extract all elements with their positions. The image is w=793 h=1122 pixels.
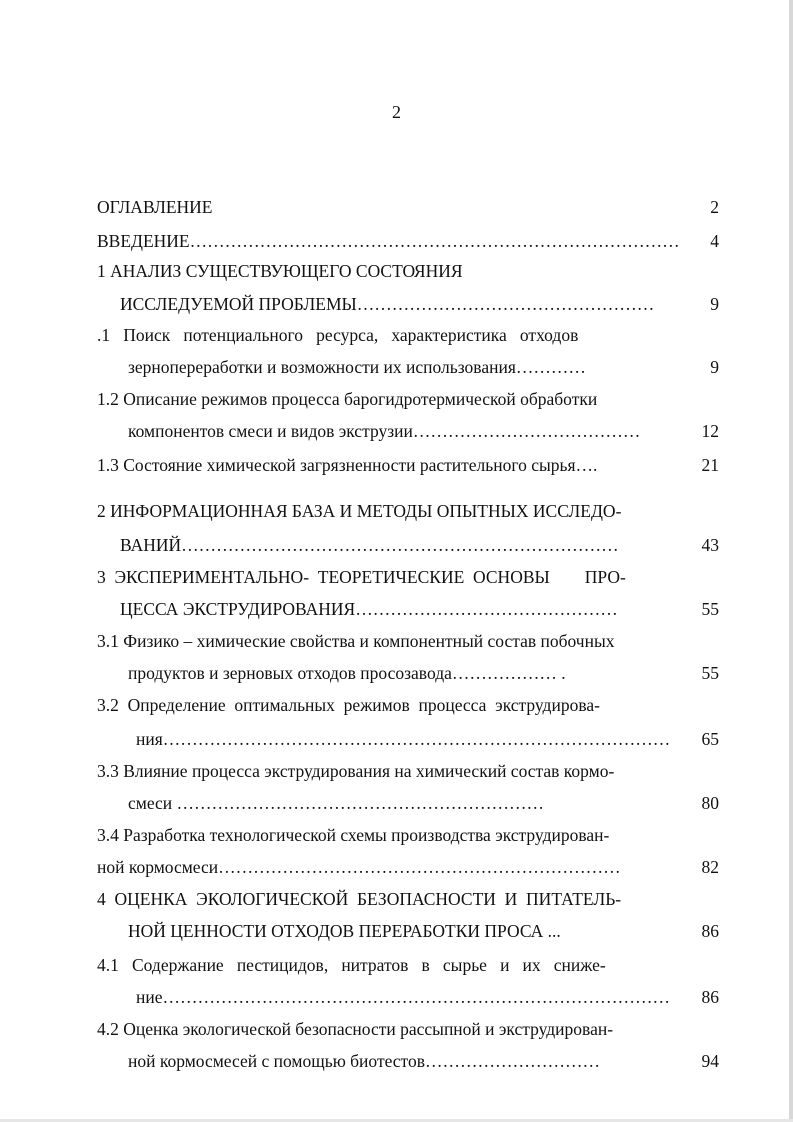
toc-page-chapter-3: 55 [701, 599, 719, 619]
toc-page-3-2: 65 [701, 729, 719, 749]
toc-entry-chapter-2-line2: ВАНИЙ………………………………………………………………… [120, 535, 619, 555]
toc-entry-4-2-line1: 4.2 Оценка экологической безопасности рассыпной и экструдирован- [97, 1019, 614, 1039]
toc-page-introduction: 4 [710, 231, 719, 251]
toc-page-3-1: 55 [701, 663, 719, 683]
toc-page-3-4: 82 [701, 857, 719, 877]
toc-page-4-1: 86 [701, 987, 719, 1007]
toc-entry-3-2-line2: ния…………………………………………………………………………… [136, 729, 671, 749]
toc-entry-3-1-line2: продуктов и зерновых отходов просозавода……………… . [128, 663, 566, 683]
toc-entry-1-1-line1: .1 Поиск потенциального ресурса, характеристика отходов [97, 325, 579, 345]
toc-entry-3-4-line1: 3.4 Разработка технологической схемы производства экструдирован- [97, 825, 610, 845]
toc-entry-chapter-1-line1: 1 АНАЛИЗ СУЩЕСТВУЮЩЕГО СОСТОЯНИЯ [97, 261, 463, 281]
toc-entry-3-3-line1: 3.3 Влияние процесса экструдирования на химический состав кормо- [97, 761, 615, 781]
toc-entry-1-1-line2: зернопереработки и возможности их использования………… [128, 357, 586, 377]
scan-edge-right [789, 0, 793, 1122]
toc-page-3-3: 80 [701, 793, 719, 813]
toc-page-1-3: 21 [701, 455, 719, 475]
toc-entry-3-3-line2: смеси ……………………………………………………… [128, 793, 545, 813]
toc-page-4-2: 94 [701, 1051, 719, 1071]
toc-entry-chapter-4-line2: НОЙ ЦЕННОСТИ ОТХОДОВ ПЕРЕРАБОТКИ ПРОСА ... [128, 921, 561, 941]
toc-entry-3-1-line1: 3.1 Физико – химические свойства и компонентный состав побочных [97, 631, 615, 651]
page-number: 2 [392, 102, 401, 122]
toc-page-1-1: 9 [710, 357, 719, 377]
toc-entry-1-2-line2: компонентов смеси и видов экструзии………………………………… [128, 421, 641, 441]
toc-entry-3-2-line1: 3.2 Определение оптимальных режимов процесса экструдирова- [97, 695, 600, 715]
toc-page-chapter-1: 9 [710, 294, 719, 314]
toc-entry-chapter-2-line1: 2 ИНФОРМАЦИОННАЯ БАЗА И МЕТОДЫ ОПЫТНЫХ ИССЛЕДО- [97, 501, 622, 521]
toc-entry-3-4-line2: ной кормосмеси…………………………………………………………… [97, 857, 621, 877]
toc-entry-chapter-4-line1: 4 ОЦЕНКА ЭКОЛОГИЧЕСКОЙ БЕЗОПАСНОСТИ И ПИТАТЕЛЬ- [97, 889, 622, 909]
toc-entry-chapter-1-line2: ИССЛЕДУЕМОЙ ПРОБЛЕМЫ…………………………………………… [120, 294, 655, 314]
toc-entry-chapter-3-line2: ЦЕССА ЭКСТРУДИРОВАНИЯ……………………………………… [120, 599, 618, 619]
toc-entry-contents: ОГЛАВЛЕНИЕ [97, 197, 213, 217]
toc-page-1-2: 12 [701, 421, 719, 441]
toc-page-contents: 2 [710, 197, 719, 217]
toc-entry-1-2-line1: 1.2 Описание режимов процесса барогидротермической обработки [97, 389, 598, 409]
toc-page-chapter-2: 43 [701, 535, 719, 555]
toc-entry-1-3: 1.3 Состояние химической загрязненности растительного сырья…. [97, 455, 598, 475]
toc-page-chapter-4: 86 [701, 921, 719, 941]
toc-entry-4-1-line2: ние…………………………………………………………………………… [136, 987, 670, 1007]
toc-entry-4-2-line2: ной кормосмесей с помощью биотестов………………………… [128, 1051, 600, 1071]
toc-entry-introduction: ВВЕДЕНИЕ………………………………………………………………………… [97, 231, 680, 251]
toc-entry-chapter-3-line1: 3 ЭКСПЕРИМЕНТАЛЬНО- ТЕОРЕТИЧЕСКИЕ ОСНОВЫ ПРО- [97, 567, 626, 587]
toc-entry-4-1-line1: 4.1 Содержание пестицидов, нитратов в сырье и их сниже- [97, 955, 606, 975]
